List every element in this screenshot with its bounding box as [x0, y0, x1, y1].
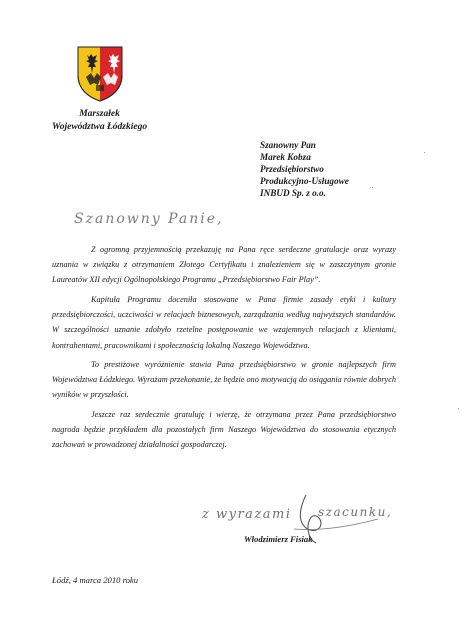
- issuer-block: [52, 108, 147, 134]
- recipient-line: Produkcyjno-Usługowe: [260, 176, 349, 186]
- issuer-office: Województwa Łódzkiego: [52, 122, 148, 132]
- body-paragraph: Z ogromną przyjemnością przekazuję na Pana ręce serdeczne gratulacje oraz wyrazy uznania w związku z otrzymaniem Złotego Certyfikatu i znalezieniem się w zaszczytnym gronie Laureatów XII edycji Ogólnopolskiego Programu „Przedsiębiorstwo Fair Play”.: [52, 245, 396, 285]
- body-paragraph: Jeszcze raz serdecznie gratuluję i wierzę, że otrzymana przez Pana przedsiębiorstwo nagroda będzie przykładem dla pozostałych firm Naszego Województwa do stosowania etycznych zachowań w prowadzonej działalności gospodarczej.: [52, 409, 396, 450]
- letter-body: [52, 242, 396, 453]
- recipient-line: Szanowny Pan: [260, 140, 316, 150]
- recipient-address: [260, 139, 349, 199]
- place-date: Łódź, 4 marca 2010 roku: [52, 575, 139, 585]
- handwritten-closing-left: z wyrazami: [202, 507, 292, 522]
- body-paragraph: Kapituła Programu doceniła stosowane w Pana firmie zasady etyki i kultury przedsiębiorczości, uczciwości w relacjach biznesowych, zarządzania według najwyższych standardów. W szczególności uznanie zdobyło rzetelne postępowanie we wzajemnych relacjach z klientami, kontrahentami, pracownikami i społecznością lokalną Naszego Województwa.: [52, 294, 396, 350]
- coat-of-arms-icon: [76, 45, 124, 103]
- handwritten-closing-right: szacunku,: [318, 505, 393, 519]
- scan-speck: [424, 152, 425, 153]
- scan-speck: [458, 408, 459, 409]
- signer-name: Włodzimierz Fisiak: [244, 534, 313, 544]
- recipient-line: Marek Kobza: [260, 152, 311, 162]
- scan-speck: [372, 187, 373, 188]
- body-paragraph: To prestiżowe wyróżnienie stawia Pana przedsiębiorstwo w gronie najlepszych firm Województwa Łódzkiego. Wyrażam przekonanie, że będzie ono motywacją do osiągania równie dobrych wyników w przyszłości.: [52, 360, 396, 400]
- issuer-title: Marszałek: [79, 109, 120, 119]
- handwritten-salutation: Szanowny Panie,: [74, 211, 224, 227]
- recipient-line: Przedsiębiorstwo: [260, 164, 324, 174]
- recipient-line: INBUD Sp. z o.o.: [260, 188, 326, 198]
